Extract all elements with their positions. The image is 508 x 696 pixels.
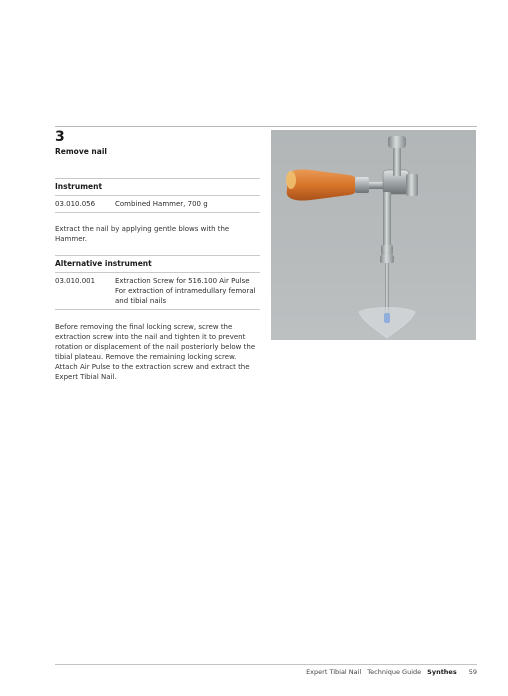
alternative-code: 03.010.001: [55, 277, 96, 285]
instrument-illustration: [271, 130, 476, 340]
extraction-screw: [385, 263, 389, 313]
alternative-row: [55, 273, 260, 310]
step-title: Remove nail: [55, 147, 107, 156]
footer-doc-title: Expert Tibial Nail: [306, 668, 362, 676]
instrument-code: 03.010.056: [55, 200, 96, 208]
upper-shaft: [393, 146, 401, 176]
coupling-rod: [369, 182, 385, 189]
side-plate: [406, 174, 418, 196]
footer-rule: [55, 664, 477, 665]
alternative-heading: Alternative instrument: [55, 256, 260, 273]
handle-ferrule: [355, 177, 369, 193]
instrument-description: Combined Hammer, 700 g: [115, 200, 208, 208]
extraction-instrument-image: [271, 130, 476, 340]
lower-collar: [380, 255, 394, 263]
alternative-description-block: [115, 276, 260, 306]
text-column: [55, 129, 260, 382]
hammer-handle: [287, 169, 357, 200]
footer-brand: Synthes: [427, 668, 457, 676]
instrument-heading: Instrument: [55, 179, 260, 196]
alternative-note: For extraction of intramedullary femoral and tibial nails: [115, 287, 256, 305]
main-shaft: [383, 192, 391, 247]
procedure-text: Before removing the final locking screw, screw the extraction screw into the nail and tighten it to prevent rotation or displacement of the nail posteriorly below the tibial plateau. Remove the remaining locking screw. Attach Air Pulse to the extraction screw and extract the Expert Tibial Nail.: [55, 323, 256, 381]
instrument-row: [55, 196, 260, 213]
shaft-collar: [381, 245, 393, 255]
footer-guide: Technique Guide: [367, 668, 422, 676]
top-cap: [388, 136, 406, 148]
tibia-outline: [359, 308, 415, 339]
handle-cap: [286, 171, 296, 189]
page-number: 59: [468, 668, 477, 676]
step-number: 3: [55, 129, 65, 145]
instruction-text: Extract the nail by applying gentle blows with the Hammer.: [55, 225, 230, 243]
alternative-description: Extraction Screw for 516.100 Air Pulse: [115, 277, 250, 285]
top-rule: [55, 126, 477, 127]
footer: [306, 668, 477, 676]
